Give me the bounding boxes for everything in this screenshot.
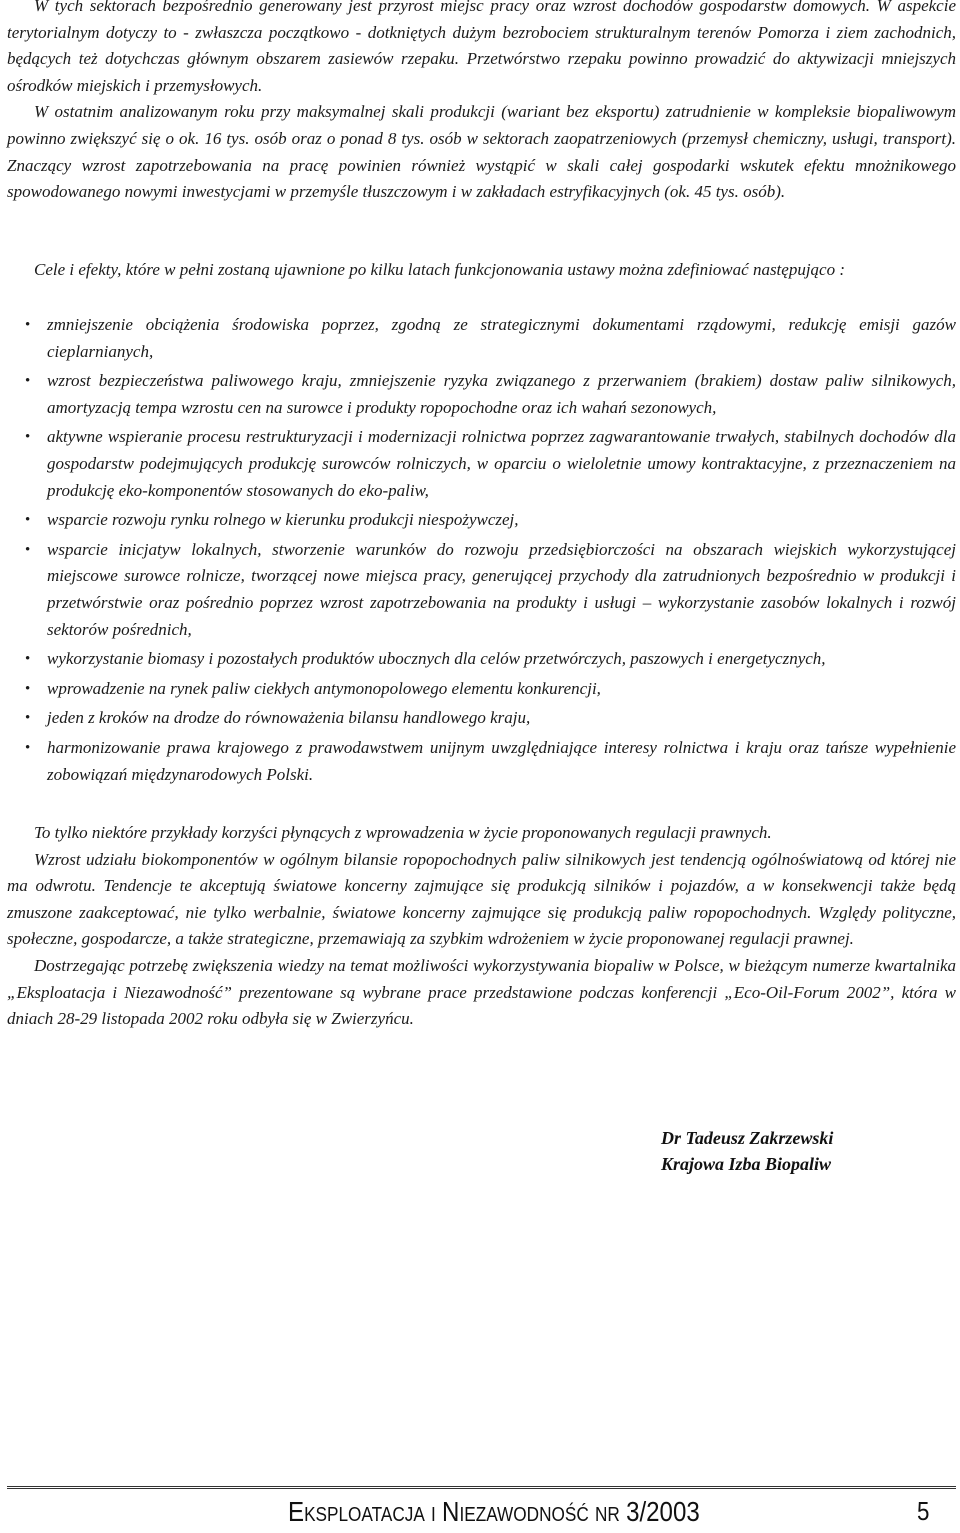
footer-divider [7, 1486, 956, 1489]
bullet-icon: • [25, 680, 31, 697]
bullet-icon: • [25, 541, 31, 558]
paragraph-examples: To tylko niektóre przykłady korzyści płynących z wprowadzenia w życie proponowanych regulacji prawnych. [34, 823, 772, 842]
page-number: 5 [917, 1496, 930, 1526]
paragraph-conference: Dostrzegając potrzebę zwiększenia wiedzy na temat możliwości wykorzystywania biopaliw w Polsce, w bieżącym numerze kwartalnika „Eksploatacja i Niezawodność” prezentowane są wybrane prace przedstawione podczas konferencji „Eco-Oil-Forum 2002”, która w dniach 28-29 listopada 2002 roku odbyła się w Zwierzyńcu. [7, 955, 956, 1029]
issue-number: 3/2003 [626, 1496, 700, 1527]
list-item [7, 424, 956, 504]
list-item-text: wykorzystanie biomasy i pozostałych produktów ubocznych dla celów przetwórczych, paszowych i energetycznych, [47, 649, 826, 669]
paragraph-employment-figures: W ostatnim analizowanym roku przy maksymalnej skali produkcji (wariant bez eksportu) zatrudnienie w kompleksie biopaliwowym powinno zwiększyć się o ok. 16 tys. osób oraz o ponad 8 tys. osób w sektorach zaopatrzeniowych (przemysł chemiczny, usługi, transport). Znaczący wzrost zapotrzebowania na pracę powinien również wystąpić w skali całej gospodarki wskutek efektu mnożnikowego spowodowanego nowymi inwestycjami w przemyśle tłuszczowym i w zakładach estryfikacyjnych (ok. 45 tys. osób). [7, 102, 956, 202]
list-item-text: wsparcie rozwoju rynku rolnego w kierunku produkcji niespożywczej, [47, 510, 519, 530]
page-footer [0, 1496, 960, 1528]
list-item-text: harmonizowanie prawa krajowego z prawodawstwem unijnym uwzględniające interesy rolnictwa i kraju oraz tańsze wypełnienie zobowiązań międzynarodowych Polski. [47, 737, 956, 784]
bullet-icon: • [25, 710, 31, 727]
list-item [7, 507, 956, 534]
top-paragraphs [7, 0, 956, 206]
list-item [7, 705, 956, 732]
bullet-icon: • [25, 317, 31, 333]
list-item [7, 312, 956, 365]
list-item [7, 735, 956, 788]
bullet-icon: • [25, 512, 31, 529]
list-item-text: wsparcie inicjatyw lokalnych, stworzenie warunków do rozwoju przedsiębiorczości na obszarach wiejskich wykorzystującej miejscowe surowce rolnicze, tworzącej nowe miejsca pracy, generującej przychody dla zatrudnionych bezpośrednio w produkcji i przetwórstwie oraz pośrednio poprzez wzrost zapotrzebowania na produkty i usługi – wykorzystanie zasobów lokalnych i rozwój sektorów pośrednich, [47, 539, 956, 639]
bullet-icon: • [25, 429, 31, 446]
list-item [7, 537, 956, 643]
bullet-icon: • [25, 373, 31, 390]
bullet-icon: • [25, 739, 31, 756]
list-item-text: wzrost bezpieczeństwa paliwowego kraju, zmniejszenie ryzyka związanego z przerwaniem (brakiem) dostaw paliw silnikowych, amortyzacją tempa wzrostu cen na surowce i produkty ropopochodne oraz ich wahań sezonowych, [47, 371, 956, 417]
author-organization: Krajowa Izba Biopaliw [661, 1154, 832, 1174]
list-item-text: wprowadzenie na rynek paliw ciekłych antymonopolowego elementu konkurencji, [47, 678, 601, 698]
closing-paragraphs [7, 820, 956, 1033]
goals-list [7, 312, 956, 791]
list-item-text: aktywne wspieranie procesu restrukturyzacji i modernizacji rolnictwa poprzez zagwarantowanie trwałych, stabilnych dochodów dla gospodarstw podejmujących produkcję surowców rolniczych, w oparciu o wieloletnie umowy kontraktacyjne, z przeznaczeniem na produkcję eko-komponentów stosowanych do eko-paliw, [47, 427, 956, 500]
journal-title: EKSPLOATACJA I NIEZAWODNOŚĆ NR 3/2003 [288, 1496, 700, 1527]
list-item-text: zmniejszenie obciążenia środowiska poprzez, zgodną ze strategicznymi dokumentami rządowymi, redukcję emisji gazów cieplarnianych, [47, 315, 956, 361]
goals-intro [7, 257, 956, 284]
list-item [7, 368, 956, 421]
author-name: Dr Tadeusz Zakrzewski [661, 1128, 834, 1148]
list-item [7, 676, 956, 703]
paragraph-goals-intro: Cele i efekty, które w pełni zostaną ujawnione po kilku latach funkcjonowania ustawy można zdefiniować następująco : [34, 260, 846, 279]
bullet-icon: • [25, 651, 31, 668]
list-item-text: jeden z kroków na drodze do równoważenia bilansu handlowego kraju, [47, 708, 531, 728]
list-item [7, 646, 956, 673]
signature-block [661, 1125, 833, 1177]
paragraph-global-trend: Wzrost udziału biokomponentów w ogólnym bilansie ropopochodnych paliw silnikowych jest tendencją ogólnoświatową od której nie ma odwrotu. Tendencje te akceptują światowe koncerny zajmujące się produkcją silników i pojazdów, a w konsekwencji także będą zmuszone zaakceptować, nie tylko werbalnie, światowe koncerny zajmujące się produkcją paliw ropopochodnych. Względy polityczne, społeczne, gospodarcze, a także strategiczne, przemawiają za szybkim wdrożeniem w życie proponowanej regulacji prawnej. [7, 849, 956, 949]
paragraph-employment-sectors: W tych sektorach bezpośrednio generowany jest przyrost miejsc pracy oraz wzrost dochodów gospodarstw domowych. W aspekcie terytorialnym dotyczy to - zwłaszcza początkowo - dotkniętych dużym bezrobociem strukturalnym terenów Pomorza i ziem zachodnich, będących też dotychczas głównym obszarem zasiewów rzepaku. Przetwórstwo rzepaku powinno prowadzić do aktywizacji mniejszych ośrodków miejskich i przemysłowych. [7, 0, 956, 95]
